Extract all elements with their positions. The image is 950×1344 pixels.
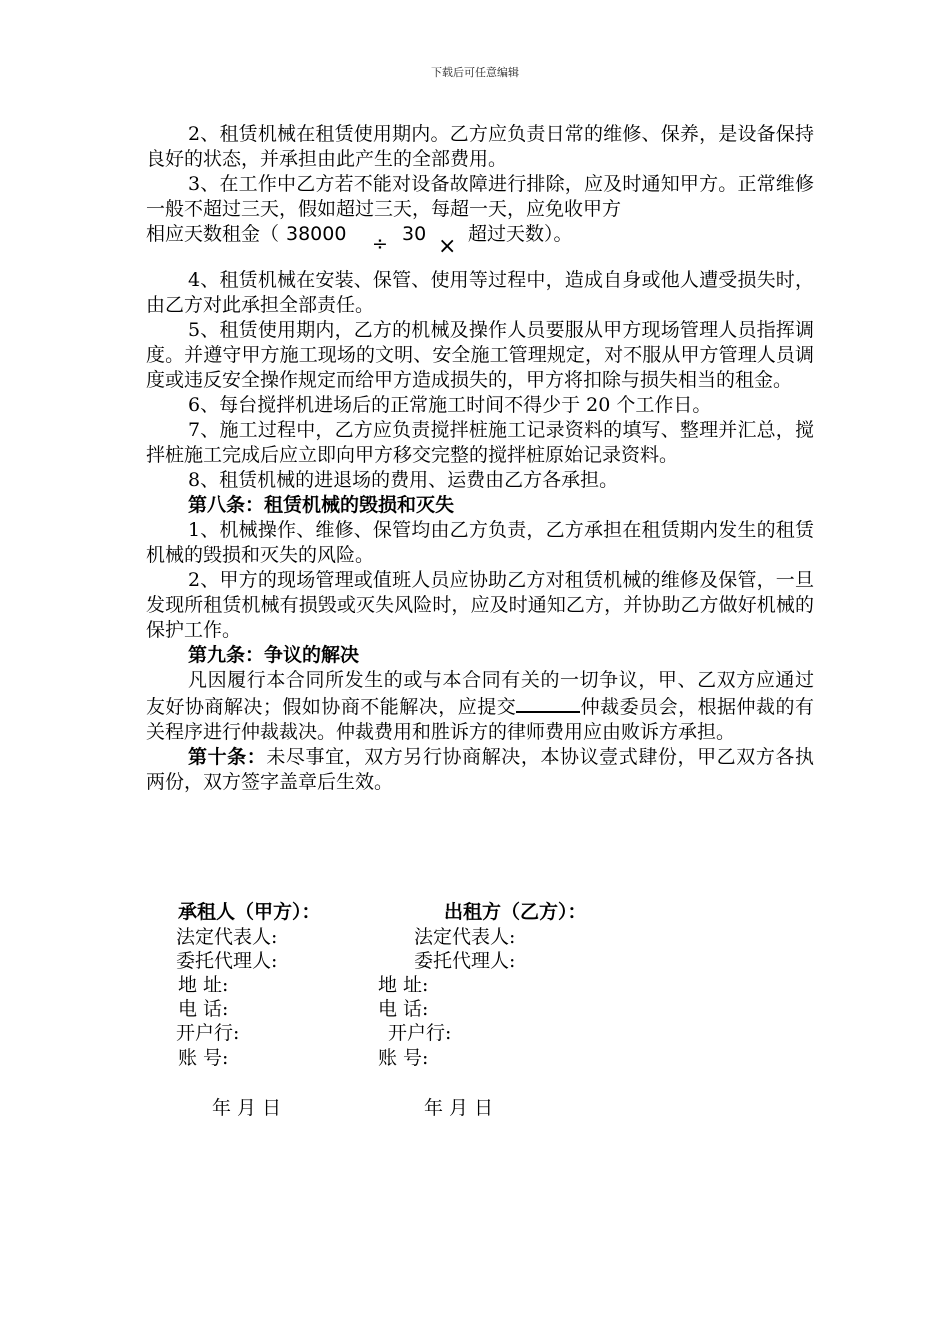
article-8-title: 第八条：租赁机械的毁损和灭失 [188, 494, 455, 516]
lessor-address: 地 址: [378, 974, 429, 996]
clause-6: 6、每台搅拌机进场后的正常施工时间不得少于 20 个工作日。 [188, 394, 712, 416]
lessee-phone: 电 话: [178, 998, 229, 1020]
formula-multiply-sign: × [438, 234, 457, 259]
lessor-account: 账 号: [378, 1047, 429, 1069]
clause-3: 3、在工作中乙方若不能对设备故障进行排除，应及时通知甲方。正常维修一般不超过三天，假如超过三天，每超一天，应免收甲方 [146, 173, 814, 220]
lessor-bank: 开户行: [388, 1022, 452, 1044]
lessor-title: 出租方（乙方）： [444, 901, 587, 923]
contract-body [146, 122, 814, 795]
clause-7: 7、施工过程中，乙方应负责搅拌桩施工记录资料的填写、整理并汇总，搅拌桩施工完成后应立即向甲方移交完整的搅拌桩原始记录资料。 [146, 419, 814, 466]
lessor-agent: 委托代理人: [414, 950, 516, 972]
article-8-p2: 2、甲方的现场管理或值班人员应协助乙方对租赁机械的维修及保管，一旦发现所租赁机械有损毁或灭失风险时，应及时通知乙方，并协助乙方做好机械的保护工作。 [146, 569, 814, 641]
lessee-title: 承租人（甲方）： [178, 901, 321, 923]
clause-5: 5、租赁使用期内，乙方的机械及操作人员要服从甲方现场管理人员指挥调度。并遵守甲方施工现场的文明、安全施工管理规定，对不服从甲方管理人员调度或违反安全操作规定而给甲方造成损失的，甲方将扣除与损失相当的租金。 [146, 319, 814, 391]
article-9-text-after: 仲裁委员会，根据仲裁的有关程序进行仲裁裁决。仲裁费用和胜诉方的律师费用应由败诉方承担。 [146, 696, 814, 743]
formula-divide-sign: ÷ [372, 233, 388, 255]
clause-3-formula [146, 222, 814, 268]
article-9-p1 [146, 668, 814, 745]
formula-amount: 38000 [286, 223, 347, 245]
lessee-bank: 开户行: [176, 1022, 240, 1044]
clause-2: 2、租赁机械在租赁使用期内。乙方应负责日常的维修、保养，是设备保持良好的状态，并承担由此产生的全部费用。 [146, 123, 814, 170]
lessee-legal-rep: 法定代表人: [176, 926, 278, 948]
article-10-text: 未尽事宜，双方另行协商解决，本协议壹式肆份，甲乙双方各执两份，双方签字盖章后生效。 [146, 746, 814, 793]
article-10 [146, 745, 814, 795]
lessee-agent: 委托代理人: [176, 950, 278, 972]
formula-prefix: 相应天数租金（ [146, 223, 280, 245]
article-10-title: 第十条： [188, 746, 267, 768]
lessee-address: 地 址: [178, 974, 229, 996]
header-note: 下载后可任意编辑 [431, 66, 519, 79]
formula-days: 30 [402, 223, 427, 245]
lessor-phone: 电 话: [378, 998, 429, 1020]
article-9-title: 第九条：争议的解决 [188, 644, 360, 666]
lessee-date: 年 月 日 [212, 1097, 282, 1119]
formula-suffix: 超过天数）。 [468, 223, 573, 245]
clause-4: 4、租赁机械在安装、保管、使用等过程中，造成自身或他人遭受损失时，由乙方对此承担全部责任。 [146, 269, 814, 316]
lessor-date: 年 月 日 [424, 1097, 494, 1119]
lessee-account: 账 号: [178, 1047, 229, 1069]
article-9-text-before: 凡因履行本合同所发生的或与本合同有关的一切争议，甲、乙双方应通过友好协商解决；假如协商不能解决，应提交 [146, 669, 814, 718]
clause-8: 8、租赁机械的进退场的费用、运费由乙方各承担。 [188, 469, 619, 491]
arbitration-blank [516, 693, 580, 713]
lessor-legal-rep: 法定代表人: [414, 926, 516, 948]
article-8-p1: 1、机械操作、维修、保管均由乙方负责，乙方承担在租赁期内发生的租赁机械的毁损和灭失的风险。 [146, 519, 814, 566]
